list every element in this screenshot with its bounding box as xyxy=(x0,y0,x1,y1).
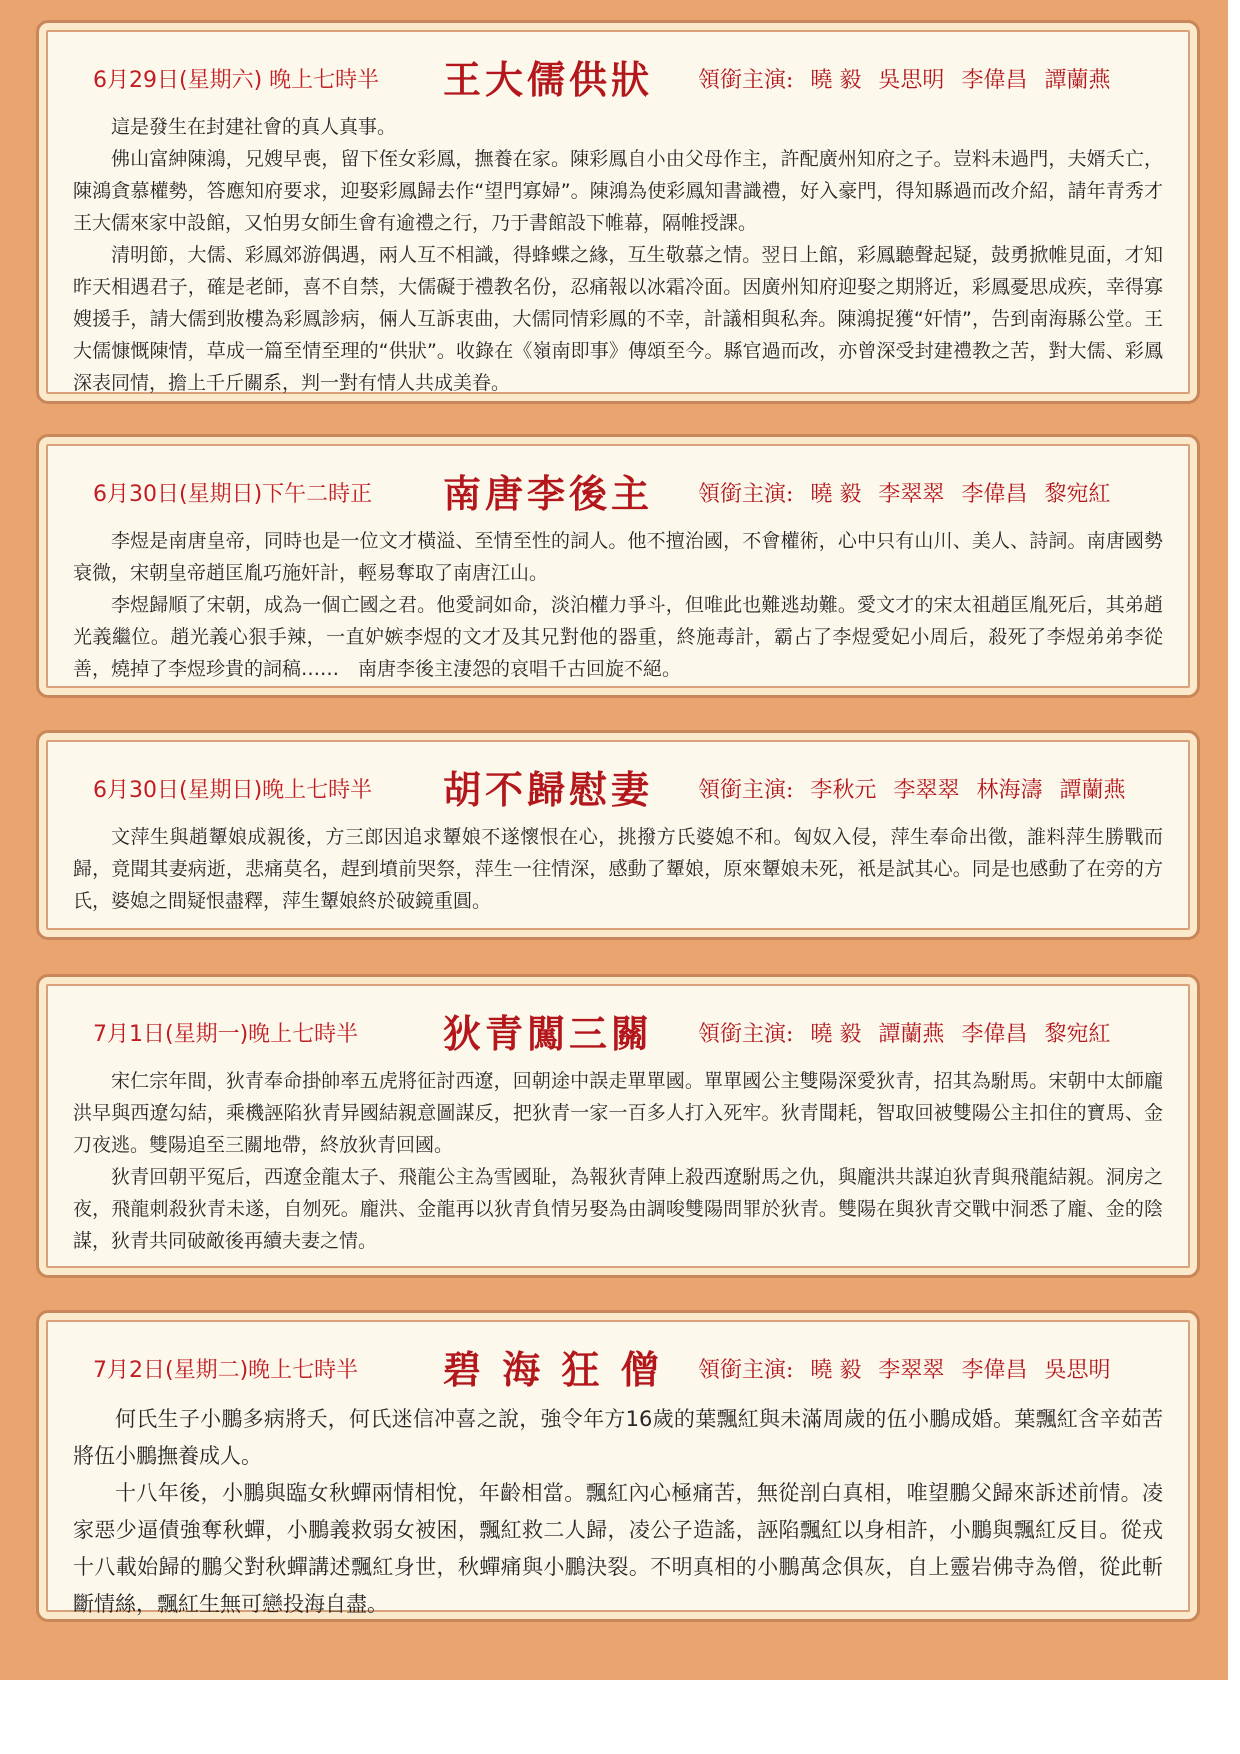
cast-member: 李秋元 xyxy=(810,778,877,803)
cast-line xyxy=(698,773,1125,804)
performance-card-2 xyxy=(36,434,1200,698)
performance-card-3 xyxy=(36,730,1200,940)
cast-label: 領銜主演: xyxy=(698,68,794,93)
cast-line xyxy=(698,1017,1110,1048)
synopsis-paragraph: 何氏生子小鵬多病將夭，何氏迷信冲喜之說，強令年方16歲的葉飄紅與未滿周歲的伍小鵬成婚。葉飄紅含辛茹苦將伍小鵬撫養成人。 xyxy=(73,1407,1163,1468)
cast-member: 李偉昌 xyxy=(961,1022,1028,1047)
synopsis xyxy=(73,821,1163,917)
cast-member: 林海濤 xyxy=(976,778,1043,803)
cast-member: 李翠翠 xyxy=(878,1358,945,1383)
synopsis-paragraph: 李煜是南唐皇帝，同時也是一位文才橫溢、至情至性的詞人。他不擅治國，不會權術，心中只有山川、美人、詩詞。南唐國勢衰微，宋朝皇帝趙匡胤巧施奸計，輕易奪取了南唐江山。 xyxy=(73,530,1163,584)
card-header xyxy=(73,759,1163,815)
cast-member: 黎宛紅 xyxy=(1044,482,1111,507)
card-header xyxy=(73,49,1163,105)
performance-title: 胡不歸慰妻 xyxy=(443,767,654,812)
performance-date: 6月30日(星期日)晚上七時半 xyxy=(93,778,373,803)
performance-title: 王大儒供狀 xyxy=(443,57,654,102)
performance-date: 6月29日(星期六) 晚上七時半 xyxy=(93,68,380,93)
synopsis-paragraph: 佛山富紳陳鴻，兄嫂早喪，留下侄女彩鳳，撫養在家。陳彩鳳自小由父母作主，許配廣州知府之子。豈料未過門，夫婿夭亡，陳鴻貪慕權勢，答應知府要求，迎娶彩鳳歸去作“望門寡婦”。陳鴻為使彩鳳知書識禮，好入豪門，得知縣過而改介紹，請年青秀才王大儒來家中設館，又怕男女師生會有逾禮之行，乃于書館設下帷幕，隔帷授課。 xyxy=(73,148,1163,234)
card-header xyxy=(73,1003,1163,1059)
cast-member: 吳思明 xyxy=(878,68,945,93)
cast-member: 曉 毅 xyxy=(810,482,862,507)
synopsis xyxy=(73,1065,1163,1257)
cast-line xyxy=(698,1353,1110,1384)
synopsis-paragraph: 十八年後，小鵬與臨女秋蟬兩情相悅，年齡相當。飄紅內心極痛苦，無從剖白真相，唯望鵬父歸來訴述前情。凌家惡少逼債強奪秋蟬，小鵬義救弱女被困，飄紅救二人歸，凌公子造謠，誣陷飄紅以身相許，小鵬與飄紅反目。從戎十八載始歸的鵬父對秋蟬講述飄紅身世，秋蟬痛與小鵬決裂。不明真相的小鵬萬念俱灰，自上靈岩佛寺為僧，從此斬斷情絲，飄紅生無可戀投海自盡。 xyxy=(73,1481,1163,1616)
cast-member: 吳思明 xyxy=(1044,1358,1111,1383)
cast-label: 領銜主演: xyxy=(698,1358,794,1383)
performance-card-1 xyxy=(36,20,1200,404)
cast-line xyxy=(698,477,1110,508)
cast-member: 李偉昌 xyxy=(961,482,1028,507)
card-header xyxy=(73,463,1163,519)
synopsis-paragraph: 宋仁宗年間，狄青奉命掛帥率五虎將征討西遼，回朝途中誤走單單國。單單國公主雙陽深愛狄青，招其為駙馬。宋朝中太師龐洪早與西遼勾結，乘機誣陷狄青异國結親意圖謀反，把狄青一家一百多人打入死牢。狄青聞耗，智取回被雙陽公主扣住的寶馬、金刀夜逃。雙陽追至三關地帶，終放狄青回國。 xyxy=(73,1070,1163,1156)
cast-member: 李偉昌 xyxy=(961,1358,1028,1383)
cast-member: 曉 毅 xyxy=(810,68,862,93)
cast-member: 曉 毅 xyxy=(810,1358,862,1383)
cast-member: 曉 毅 xyxy=(810,1022,862,1047)
synopsis xyxy=(73,111,1163,399)
synopsis-paragraph: 李煜歸順了宋朝，成為一個亡國之君。他愛詞如命，淡泊權力爭斗，但唯此也難逃劫難。愛文才的宋太祖趙匡胤死后，其弟趙光義繼位。趙光義心狠手辣，一直妒嫉李煜的文才及其兄對他的器重，終施毒計，霸占了李煜愛妃小周后，殺死了李煜弟弟李從善，燒掉了李煜珍貴的詞稿…… 南唐李後主淒怨的哀唱千古回旋不絕。 xyxy=(73,594,1163,680)
synopsis-paragraph: 狄青回朝平冤后，西遼金龍太子、飛龍公主為雪國耻，為報狄青陣上殺西遼駙馬之仇，與龐洪共謀迫狄青與飛龍結親。洞房之夜，飛龍刺殺狄青未遂，自刎死。龐洪、金龍再以狄青負情另娶為由調唆雙陽問罪於狄青。雙陽在與狄青交戰中洞悉了龐、金的陰謀，狄青共同破敵後再續夫妻之情。 xyxy=(73,1166,1163,1252)
card-header xyxy=(73,1339,1163,1395)
synopsis-paragraph: 清明節，大儒、彩鳳郊游偶遇，兩人互不相識，得蜂蝶之緣，互生敬慕之情。翌日上館，彩鳳聽聲起疑，鼓勇掀帷見面，才知昨天相遇君子，確是老師，喜不自禁，大儒礙于禮教名份，忍痛報以冰霜冷面。因廣州知府迎娶之期將近，彩鳳憂思成疾，幸得寡嫂援手，請大儒到妝樓為彩鳳診病，倆人互訴衷曲，大儒同情彩鳳的不幸，計議相與私奔。陳鴻捉獲“奸情”，告到南海縣公堂。王大儒慷慨陳情，草成一篇至情至理的“供狀”。收錄在《嶺南即事》傳頌至今。縣官過而改，亦曾深受封建禮教之苦，對大儒、彩鳳深表同情，擔上千斤關系，判一對有情人共成美眷。 xyxy=(73,244,1163,394)
performance-title: 南唐李後主 xyxy=(443,471,654,516)
cast-label: 領銜主演: xyxy=(698,1022,794,1047)
performance-date: 6月30日(星期日)下午二時正 xyxy=(93,482,373,507)
cast-member: 黎宛紅 xyxy=(1044,1022,1111,1047)
performance-date: 7月2日(星期二)晚上七時半 xyxy=(93,1358,359,1383)
synopsis xyxy=(73,525,1163,685)
cast-member: 李翠翠 xyxy=(878,482,945,507)
cast-label: 領銜主演: xyxy=(698,482,794,507)
synopsis xyxy=(73,1401,1163,1623)
synopsis-paragraph: 文萍生與趙顰娘成親後，方三郎因追求顰娘不遂懷恨在心，挑撥方氏婆媳不和。匈奴入侵，萍生奉命出徵，誰料萍生勝戰而歸，竟聞其妻病逝，悲痛莫名，趕到墳前哭祭，萍生一往情深，感動了顰娘，原來顰娘未死，衹是試其心。同是也感動了在旁的方氏，婆媳之間疑恨盡釋，萍生顰娘終於破鏡重圓。 xyxy=(73,826,1163,912)
cast-line xyxy=(698,63,1110,94)
performance-title: 碧 海 狂 僧 xyxy=(443,1347,663,1392)
cast-member: 譚蘭燕 xyxy=(878,1022,945,1047)
performance-card-4 xyxy=(36,974,1200,1278)
synopsis-paragraph: 這是發生在封建社會的真人真事。 xyxy=(111,116,397,138)
performance-card-5 xyxy=(36,1310,1200,1622)
cast-member: 李偉昌 xyxy=(961,68,1028,93)
performance-title: 狄青闖三關 xyxy=(443,1011,654,1056)
cast-member: 譚蘭燕 xyxy=(1044,68,1111,93)
cast-member: 李翠翠 xyxy=(893,778,960,803)
performance-date: 7月1日(星期一)晚上七時半 xyxy=(93,1022,359,1047)
cast-member: 譚蘭燕 xyxy=(1059,778,1126,803)
cast-label: 領銜主演: xyxy=(698,778,794,803)
